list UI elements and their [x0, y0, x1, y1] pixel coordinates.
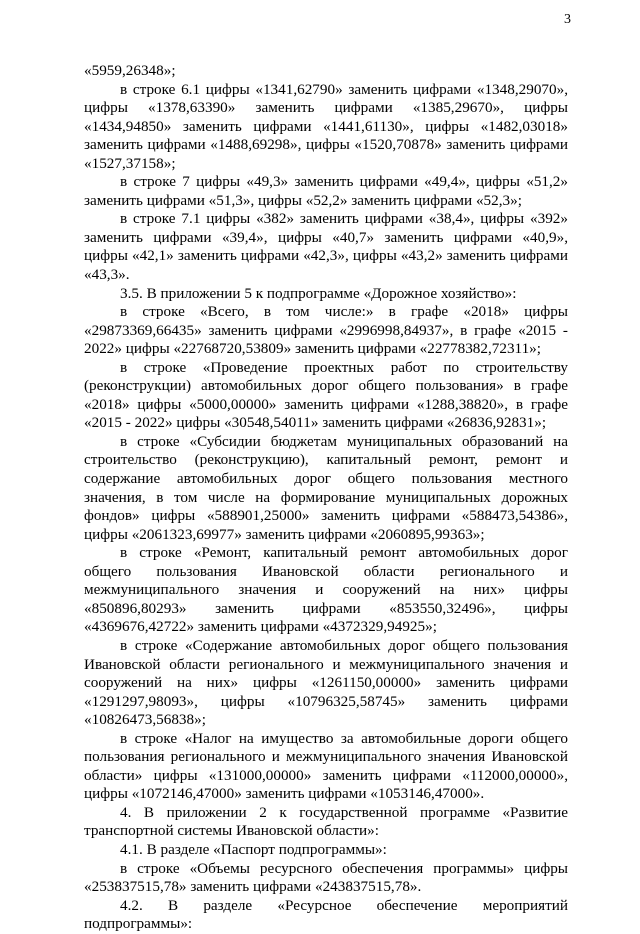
- page-number: 3: [564, 12, 571, 27]
- paragraph-13: 4.1. В разделе «Паспорт подпрограммы»:: [120, 840, 387, 858]
- paragraph-4: в строке 7.1 цифры «382» заменить цифрами «38,4», цифры «392» заменить цифрами «39,4», цифры «40,7» заменить цифрами «40,9», цифры «42,1» заменить цифрами «42,3», цифры «43,2» заменить цифрами «43,3».: [84, 210, 568, 284]
- paragraph-2: в строке 6.1 цифры «1341,62790» заменить цифрами «1348,29070», цифры «1378,63390» заменить цифрами «1385,29670», цифры «1434,94850» заменить цифрами «1441,61130», цифры «1482,03018» заменить цифрами «1488,69298», цифры «1520,70878» заменить цифрами «1527,37158»;: [84, 80, 568, 172]
- paragraph-8: в строке «Субсидии бюджетам муниципальных образований на строительство (реконструкцию), капитальный ремонт, ремонт и содержание автомобильных дорог общего пользования местного значения, в том числе на формирование муниципальных дорожных фондов» цифры «588901,25000» заменить цифрами «588473,54386», цифры «2061323,69977» заменить цифрами «2060895,99363»;: [84, 432, 568, 543]
- document-body: [84, 62, 568, 934]
- paragraph-6: в строке «Всего, в том числе:» в графе «2018» цифры «29873369,66435» заменить цифрами «2996998,84937», в графе «2015 - 2022» цифры «22768720,53809» заменить цифрами «22778382,72311»;: [84, 303, 568, 358]
- paragraph-9: в строке «Ремонт, капитальный ремонт автомобильных дорог общего пользования Ивановской области регионального и межмуниципального значения и сооружений на них» цифры «850896,80293» заменить цифрами «853550,32496», цифры «4369676,42722» заменить цифрами «4372329,94925»;: [84, 544, 568, 636]
- paragraph-10: в строке «Содержание автомобильных дорог общего пользования Ивановской области регионального и межмуниципального значения и сооружений на них» цифры «1261150,00000» заменить цифрами «1291297,98093», цифры «10796325,58745» заменить цифрами «10826473,56838»;: [84, 636, 568, 729]
- paragraph-3: в строке 7 цифры «49,3» заменить цифрами «49,4», цифры «51,2» заменить цифрами «51,3», цифры «52,2» заменить цифрами «52,3»;: [84, 173, 568, 209]
- paragraph-1: «5959,26348»;: [84, 62, 176, 79]
- paragraph-7: в строке «Проведение проектных работ по строительству (реконструкции) автомобильных дорог общего пользования» в графе «2018» цифры «5000,00000» заменить цифрами «1288,38820», в графе «2015 - 2022» цифры «30548,54011» заменить цифрами «26836,92831»;: [84, 358, 568, 432]
- paragraph-5: 3.5. В приложении 5 к подпрограмме «Дорожное хозяйство»:: [120, 284, 517, 302]
- paragraph-12: 4. В приложении 2 к государственной программе «Развитие транспортной системы Ивановской области»:: [84, 803, 568, 840]
- paragraph-11: в строке «Налог на имущество за автомобильные дороги общего пользования регионального и межмуниципального значения Ивановской области» цифры «131000,00000» заменить цифрами «112000,00000», цифры «1072146,47000» заменить цифрами «1053146,47000».: [84, 729, 568, 803]
- paragraph-15: 4.2. В разделе «Ресурсное обеспечение мероприятий подпрограммы»:: [84, 896, 568, 933]
- paragraph-14: в строке «Объемы ресурсного обеспечения программы» цифры «253837515,78» заменить цифрами «243837515,78».: [84, 859, 568, 896]
